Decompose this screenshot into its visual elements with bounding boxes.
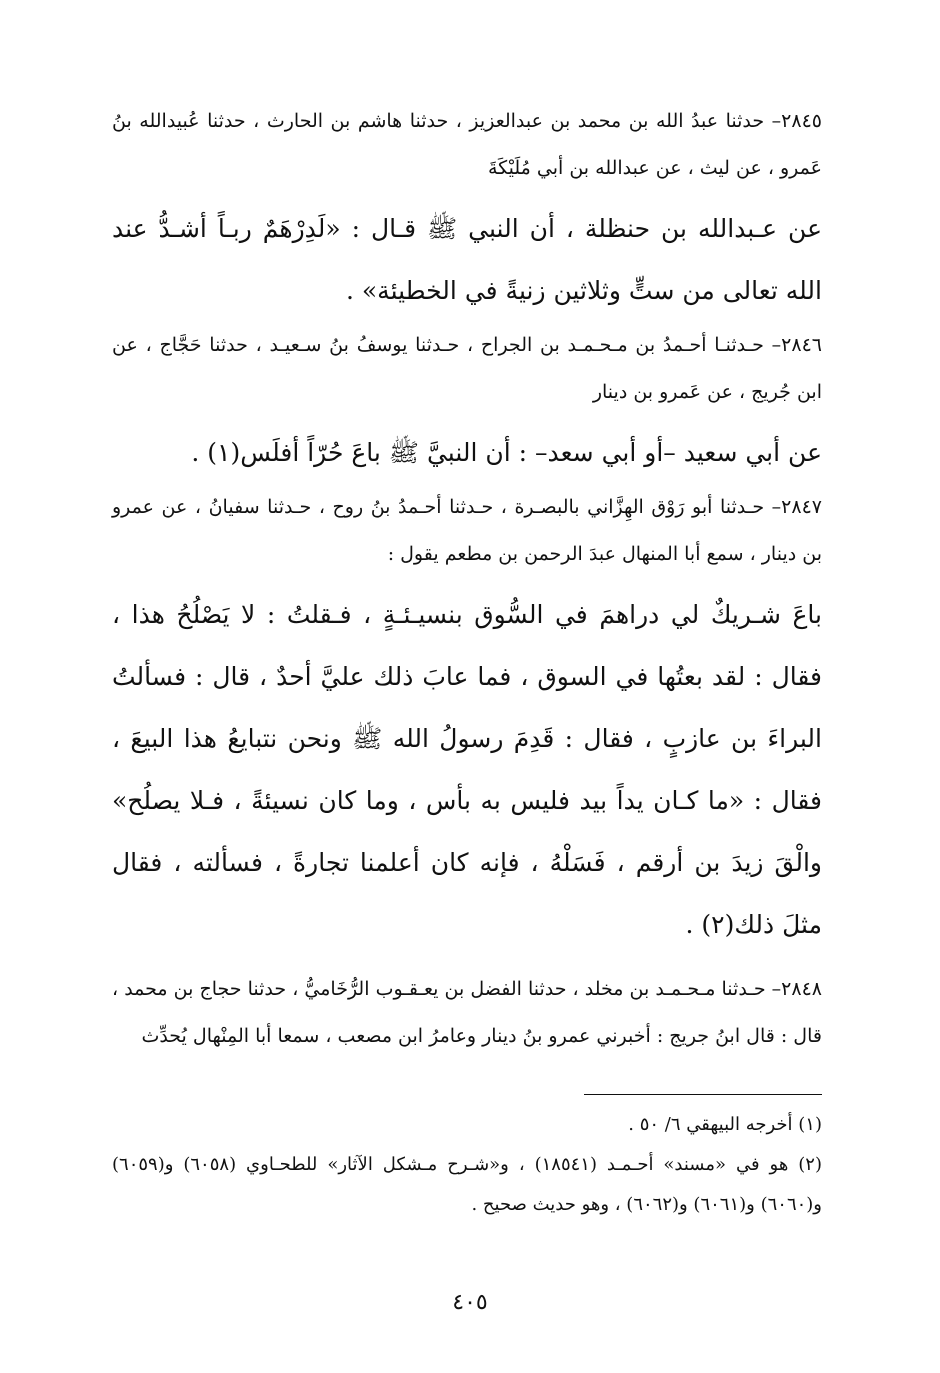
hadith-2845-isnad: ٢٨٤٥– حدثنا عبدُ الله بن محمد بن عبدالعزيز ، حدثنا هاشم بن الحارث ، حدثنا عُبيدالله بنُ عَمرو ، عن ليث ، عن عبدالله بن أبي مُلَيْكَةَ — [112, 110, 822, 179]
footnotes — [112, 1105, 822, 1225]
hadith-2848-isnad: ٢٨٤٨– حـدثنا مـحـمـد بن مخلد ، حدثنا الفضل بن يعـقـوب الرُّخَاميُّ ، حدثنا حجاج بن محمد ، قال : قال ابنُ جريج : أخبرني عمرو بنُ دينار وعامرُ ابن مصعب ، سمعا أبا المِنْهال يُحدِّث — [112, 978, 822, 1047]
hadith-2847-isnad: ٢٨٤٧– حـدثنا أبو رَوْق الهِزَّاني بالبصـرة ، حـدثنا أحـمدُ بنُ روح ، حـدثنا سفيانُ ، عن عمرو بن دينار ، سمع أبا المنهال عبدَ الرحمن بن مطعم يقول : — [112, 496, 822, 565]
hadith-2846-isnad: ٢٨٤٦– حـدثنـا أحـمدُ بن مـحـمـد بن الجراح ، حـدثنا يوسفُ بنُ سـعيـد ، حدثنا حَجَّاج ، عن ابن جُريج ، عن عَمرو بن دينار — [112, 334, 822, 403]
footnote-separator-wrap — [112, 1060, 822, 1095]
hadith-2847-matn: باعَ شـريكٌ لي دراهمَ في السُّوق بنسيـئـةٍ ، فـقلتُ : لا يَصْلُحُ هذا ، فقال : لقد بعتُها في السوق ، فما عابَ ذلك عليَّ أحدٌ ، قال : فسألتُ البراءَ بن عازبٍ ، فقال : قَدِمَ رسولُ الله ﷺ ونحن نتبايعُ هذا البيعَ ، فقال : «ما كـان يداً بيد فليس به بأس ، وما كان نسيئةً ، فـلا يصلُح» والْقَ زيدَ بن أرقم ، فَسَلْهُ ، فإنه كان أعلمنا تجارةً ، فسألته ، فقال مثلَ ذلك(٢) . — [112, 600, 822, 939]
footnote-separator — [584, 1094, 822, 1095]
hadith-2845-matn: عن عـبدالله بن حنظلة ، أن النبي ﷺ قـال : «لَدِرْهَمٌ ربـاً أشـدُّ عند الله تعالى من ستٍّ وثلاثين زنيةً في الخطيئة» . — [112, 214, 822, 305]
hadith-2846-matn: عن أبي سعيد –أو أبي سعد– : أن النبيَّ ﷺ باعَ حُرّاً أفلَس(١) . — [191, 438, 822, 467]
footnote-1: (١) أخرجه البيهقي ٦/ ٥٠ . — [628, 1114, 822, 1135]
footnote-2: (٢) هو في «مسند» أحـمـد (١٨٥٤١) ، و«شـرح مـشكل الآثار» للطحـاوي (٦٠٥٨) و(٦٠٥٩) و(٦٠٦٠) و(٦٠٦١) و(٦٠٦٢) ، وهو حديث صحيح . — [112, 1154, 822, 1215]
page-number: ٤٠٥ — [452, 1290, 488, 1315]
